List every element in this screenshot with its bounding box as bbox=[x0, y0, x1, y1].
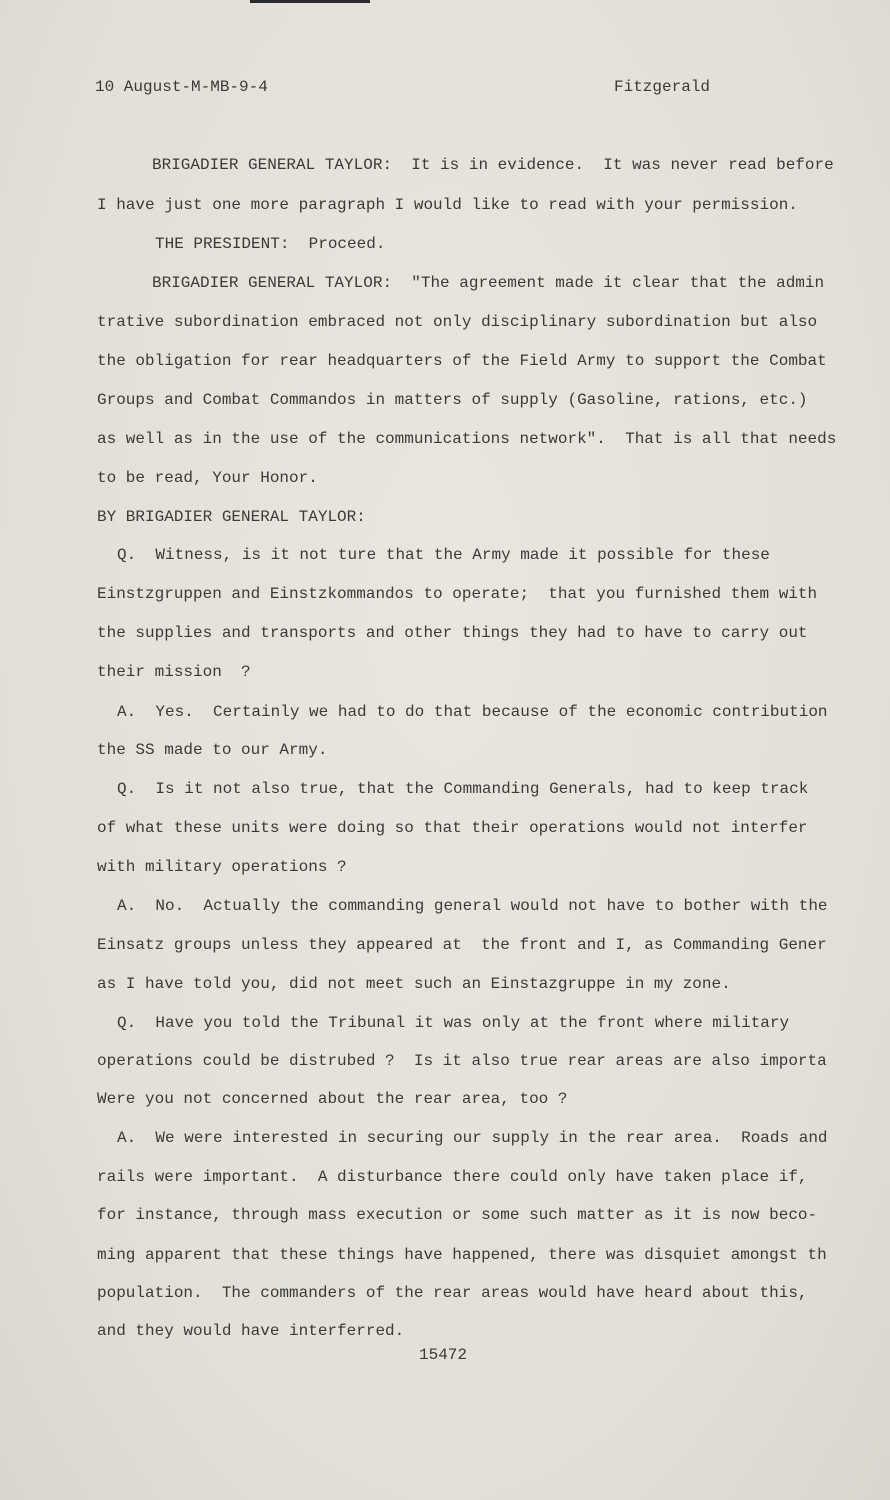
transcript-line: Einsatz groups unless they appeared at the front and I, as Commanding Gener bbox=[97, 936, 827, 954]
transcript-line: the SS made to our Army. bbox=[97, 741, 328, 759]
transcript-line: Q. Witness, is it not ture that the Army made it possible for these bbox=[117, 546, 770, 564]
document-id: 10 August-M-MB-9-4 bbox=[95, 78, 268, 96]
transcript-line: to be read, Your Honor. bbox=[97, 469, 318, 487]
transcript-line: Were you not concerned about the rear area, too ? bbox=[97, 1090, 568, 1108]
transcript-line: A. We were interested in securing our supply in the rear area. Roads and bbox=[117, 1129, 828, 1147]
transcript-line: of what these units were doing so that their operations would not interfer bbox=[97, 819, 808, 837]
transcript-line: for instance, through mass execution or some such matter as it is now beco- bbox=[97, 1206, 818, 1224]
transcript-line: Q. Is it not also true, that the Commanding Generals, had to keep track bbox=[117, 780, 809, 798]
transcript-line: with military operations ? bbox=[97, 858, 347, 876]
transcript-line: BRIGADIER GENERAL TAYLOR: It is in evidence. It was never read before bbox=[152, 156, 834, 174]
transcript-line: A. No. Actually the commanding general would not have to bother with the bbox=[117, 897, 828, 915]
transcript-line: as I have told you, did not meet such an Einstazgruppe in my zone. bbox=[97, 975, 731, 993]
transcript-line: BY BRIGADIER GENERAL TAYLOR: bbox=[97, 508, 366, 526]
transcript-line: their mission ? bbox=[97, 663, 251, 681]
transcript-line: THE PRESIDENT: Proceed. bbox=[155, 235, 386, 253]
transcript-line: trative subordination embraced not only disciplinary subordination but also bbox=[97, 313, 818, 331]
transcript-line: Einstzgruppen and Einstzkommandos to operate; that you furnished them with bbox=[97, 585, 818, 603]
reporter-name: Fitzgerald bbox=[614, 78, 711, 96]
transcript-line: Groups and Combat Commandos in matters of supply (Gasoline, rations, etc.) bbox=[97, 391, 808, 409]
transcript-line: Q. Have you told the Tribunal it was only at the front where military bbox=[117, 1014, 790, 1032]
transcript-line: I have just one more paragraph I would like to read with your permission. bbox=[97, 196, 798, 214]
page-edge-mark bbox=[250, 0, 370, 3]
transcript-line: population. The commanders of the rear areas would have heard about this, bbox=[97, 1284, 808, 1302]
transcript-line: rails were important. A disturbance there could only have taken place if, bbox=[97, 1168, 808, 1186]
transcript-line: and they would have interferred. bbox=[97, 1322, 405, 1340]
transcript-line: A. Yes. Certainly we had to do that because of the economic contribution bbox=[117, 703, 828, 721]
transcript-line: operations could be distrubed ? Is it also true rear areas are also importa bbox=[97, 1052, 827, 1070]
transcript-line: as well as in the use of the communications network". That is all that needs bbox=[97, 430, 837, 448]
transcript-line: BRIGADIER GENERAL TAYLOR: "The agreement made it clear that the admin bbox=[152, 274, 825, 292]
page-number: 15472 bbox=[419, 1346, 468, 1364]
transcript-line: the supplies and transports and other things they had to have to carry out bbox=[97, 624, 808, 642]
transcript-line: the obligation for rear headquarters of the Field Army to support the Combat bbox=[97, 352, 827, 370]
transcript-line: ming apparent that these things have happened, there was disquiet amongst th bbox=[97, 1246, 827, 1264]
